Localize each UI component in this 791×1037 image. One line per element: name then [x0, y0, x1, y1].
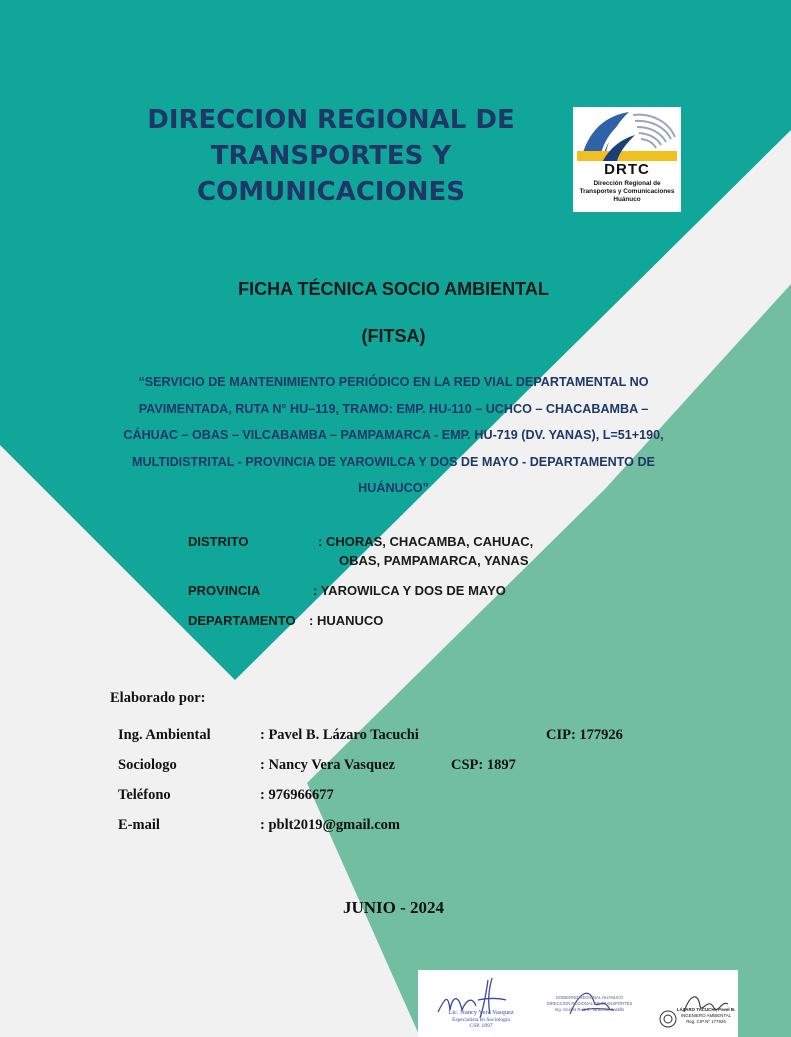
signature-1-line2: Especialista en Sociología — [452, 1016, 510, 1023]
signature-3-line2: INGENIERO AMBIENTAL — [680, 1013, 732, 1018]
author-value-phone: : 976966677 — [260, 787, 334, 803]
logo-subtitle-line3: Huánuco — [613, 196, 641, 203]
author-cip: CIP: 177926 — [546, 727, 623, 743]
district-value-line1: : CHORAS, CHACAMBA, CAHUAC, — [318, 534, 534, 549]
author-label-sociologist: Sociologo — [118, 757, 177, 773]
logo-subtitle — [573, 180, 681, 204]
org-title-line2: TRANSPORTES Y — [210, 141, 452, 171]
district-value-line2: OBAS, PAMPAMARCA, YANAS — [339, 553, 529, 568]
province-label: PROVINCIA — [188, 583, 261, 598]
author-value-engineer: : Pavel B. Lázaro Tacuchi — [260, 727, 419, 743]
author-csp: CSP: 1897 — [451, 757, 516, 773]
signature-2-line3: Ing. Alcides Ruiz E. Tarazona Castillo — [554, 1007, 625, 1012]
author-label-engineer: Ing. Ambiental — [118, 727, 211, 743]
logo-subtitle-line2: Transportes y Comunicaciones — [579, 188, 675, 195]
province-value: : YAROWILCA Y DOS DE MAYO — [313, 583, 506, 598]
author-label-phone: Teléfono — [118, 787, 171, 803]
project-line1: “SERVICIO DE MANTENIMIENTO PERIÓDICO EN LA RED VIAL DEPARTAMENTAL NO — [138, 375, 649, 389]
signatures-box — [418, 970, 738, 1037]
signature-2-line1: GOBIERNO REGIONAL HUANUCO — [555, 995, 624, 1000]
org-title-line1: DIRECCION REGIONAL DE — [147, 105, 515, 135]
signature-3-line1: LÁZARO TACUCHI, Pavel B. — [676, 1007, 736, 1012]
project-line4: MULTIDISTRITAL - PROVINCIA DE YAROWILCA Y DOS DE MAYO - DEPARTAMENTO DE — [132, 454, 655, 469]
authors-heading: Elaborado por: — [110, 690, 206, 706]
project-description — [100, 369, 687, 502]
district-label: DISTRITO — [188, 534, 249, 549]
signature-2-caption — [542, 995, 637, 1013]
document-abbreviation: (FITSA) — [361, 326, 426, 346]
author-value-sociologist: : Nancy Vera Vasquez — [260, 757, 395, 773]
document-date: JUNIO - 2024 — [342, 898, 445, 917]
drtc-logo — [573, 107, 681, 212]
project-line5: HUÁNUCO” — [358, 481, 429, 495]
signature-3-caption — [674, 1007, 738, 1025]
signature-1-line1: Lic. Nancy Vera Vasquez — [448, 1009, 514, 1016]
project-line3: CÁHUAC – OBAS – VILCABAMBA – PAMPAMARCA - EMP. HU-719 (DV. YANAS), L=51+190, — [123, 428, 664, 442]
org-title — [130, 102, 532, 210]
signature-1-line3: CSP. 1897 — [469, 1023, 493, 1029]
signature-3-line3: Reg. CIP Nº 177926 — [686, 1019, 726, 1024]
logo-name: DRTC — [604, 161, 650, 178]
logo-subtitle-line1: Dirección Regional de — [593, 180, 661, 187]
department-label: DEPARTAMENTO — [188, 613, 296, 628]
signature-2-line2: DIRECCION REGIONAL DE TRANSPORTES — [546, 1001, 633, 1006]
author-value-email: : pblt2019@gmail.com — [260, 817, 400, 833]
org-title-line3: COMUNICACIONES — [197, 177, 465, 207]
drtc-road-logo-icon — [573, 107, 681, 165]
department-value: : HUANUCO — [309, 613, 384, 628]
project-line2: PAVIMENTADA, RUTA N° HU–119, TRAMO: EMP. HU-110 – UCHCO – CHACABAMBA – — [138, 401, 649, 416]
document-title: FICHA TÉCNICA SOCIO AMBIENTAL — [238, 279, 549, 299]
author-label-email: E-mail — [118, 817, 160, 833]
signature-1-caption — [436, 1010, 526, 1030]
